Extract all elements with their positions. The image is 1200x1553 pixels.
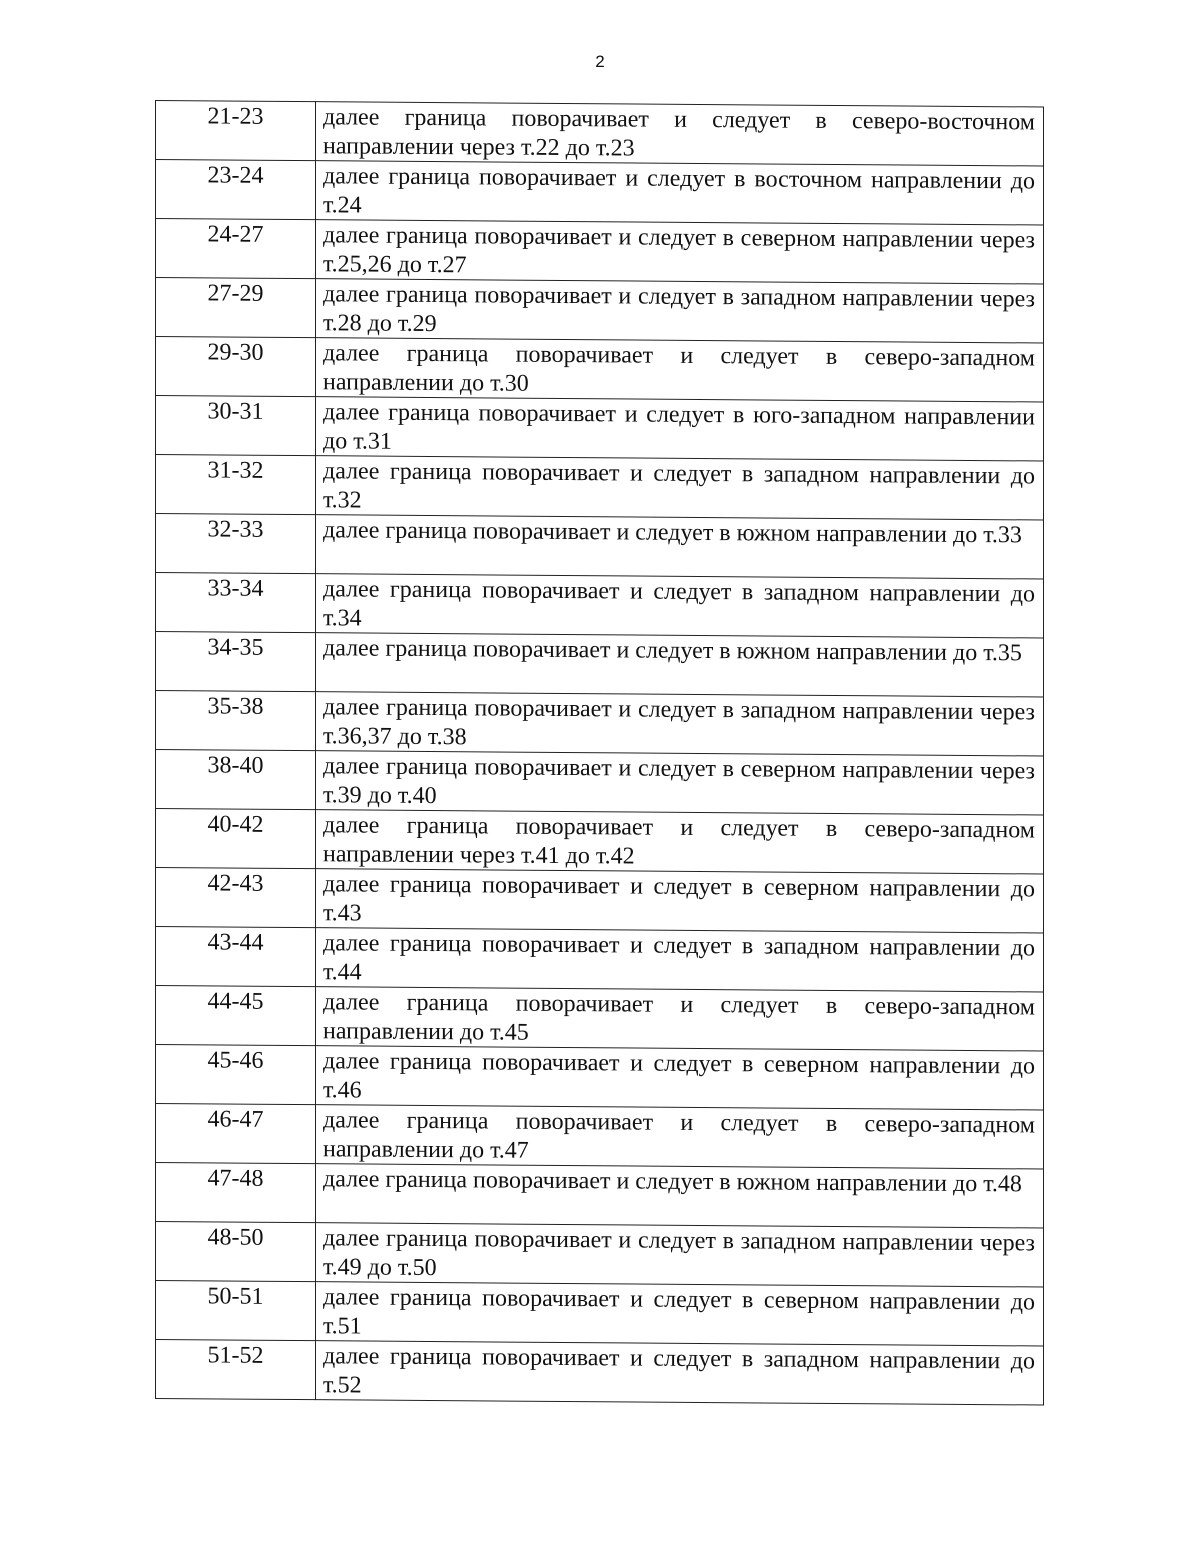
table-row (156, 396, 1044, 462)
table-row (156, 514, 1044, 580)
table-row (156, 691, 1044, 757)
segment-cell: 43-44 (156, 927, 316, 987)
description-cell: далее граница поворачивает и следует в северо-западном направлении до т.30 (316, 338, 1044, 402)
description-cell: далее граница поворачивает и следует в северном направлении через т.39 до т.40 (316, 751, 1044, 815)
table-row (156, 632, 1044, 698)
table-row (156, 1222, 1044, 1288)
description-cell: далее граница поворачивает и следует в западном направлении через т.36,37 до т.38 (316, 692, 1044, 756)
description-cell: далее граница поворачивает и следует в западном направлении до т.44 (316, 928, 1044, 992)
description-cell: далее граница поворачивает и следует в южном направлении до т.33 (316, 515, 1044, 579)
table-row (156, 573, 1044, 639)
segment-cell: 45-46 (156, 1045, 316, 1105)
table-row (156, 868, 1044, 934)
page-number: 2 (595, 52, 605, 71)
table-row (156, 101, 1044, 167)
description-cell: далее граница поворачивает и следует в северо-западном направлении до т.47 (316, 1105, 1044, 1169)
description-cell: далее граница поворачивает и следует в северо-восточном направлении через т.22 до т.23 (316, 102, 1044, 166)
table-row (156, 219, 1044, 285)
table-row (156, 455, 1044, 521)
segment-cell: 21-23 (156, 101, 316, 161)
segment-cell: 50-51 (156, 1281, 316, 1341)
table-body (156, 101, 1044, 1406)
segment-cell: 44-45 (156, 986, 316, 1046)
table-row (156, 750, 1044, 816)
description-cell: далее граница поворачивает и следует в северо-западном направлении через т.41 до т.42 (316, 810, 1044, 874)
segment-cell: 51-52 (156, 1340, 316, 1400)
segment-cell: 29-30 (156, 337, 316, 397)
segment-cell: 31-32 (156, 455, 316, 515)
description-cell: далее граница поворачивает и следует в южном направлении до т.35 (316, 633, 1044, 697)
segment-cell: 30-31 (156, 396, 316, 456)
segment-cell: 48-50 (156, 1222, 316, 1282)
description-cell: далее граница поворачивает и следует в западном направлении через т.28 до т.29 (316, 279, 1044, 343)
segment-cell: 34-35 (156, 632, 316, 692)
segment-cell: 27-29 (156, 278, 316, 338)
description-cell: далее граница поворачивает и следует в восточном направлении до т.24 (316, 161, 1044, 225)
segment-cell: 24-27 (156, 219, 316, 279)
description-cell: далее граница поворачивает и следует в северном направлении через т.25,26 до т.27 (316, 220, 1044, 284)
table-row (156, 1163, 1044, 1229)
description-cell: далее граница поворачивает и следует в северном направлении до т.46 (316, 1046, 1044, 1110)
segment-cell: 42-43 (156, 868, 316, 928)
segment-cell: 46-47 (156, 1104, 316, 1164)
table-row (156, 1281, 1044, 1347)
table-row (156, 986, 1044, 1052)
description-cell: далее граница поворачивает и следует в северо-западном направлении до т.45 (316, 987, 1044, 1051)
description-cell: далее граница поворачивает и следует в северном направлении до т.43 (316, 869, 1044, 933)
description-cell: далее граница поворачивает и следует в северном направлении до т.51 (316, 1282, 1044, 1346)
segment-cell: 40-42 (156, 809, 316, 869)
segment-cell: 23-24 (156, 160, 316, 220)
table-row (156, 927, 1044, 993)
description-cell: далее граница поворачивает и следует в южном направлении до т.48 (316, 1164, 1044, 1228)
segment-cell: 47-48 (156, 1163, 316, 1223)
table-row (156, 160, 1044, 226)
boundary-description-table (155, 100, 1044, 1406)
table-row (156, 337, 1044, 403)
description-cell: далее граница поворачивает и следует в западном направлении до т.52 (316, 1341, 1044, 1405)
table-row (156, 1045, 1044, 1111)
segment-cell: 35-38 (156, 691, 316, 751)
segment-cell: 33-34 (156, 573, 316, 633)
table-row (156, 278, 1044, 344)
description-cell: далее граница поворачивает и следует в западном направлении до т.34 (316, 574, 1044, 638)
table-row (156, 1340, 1044, 1406)
segment-cell: 38-40 (156, 750, 316, 810)
description-cell: далее граница поворачивает и следует в западном направлении через т.49 до т.50 (316, 1223, 1044, 1287)
description-cell: далее граница поворачивает и следует в западном направлении до т.32 (316, 456, 1044, 520)
segment-cell: 32-33 (156, 514, 316, 574)
table-row (156, 1104, 1044, 1170)
table-row (156, 809, 1044, 875)
description-cell: далее граница поворачивает и следует в юго-западном направлении до т.31 (316, 397, 1044, 461)
